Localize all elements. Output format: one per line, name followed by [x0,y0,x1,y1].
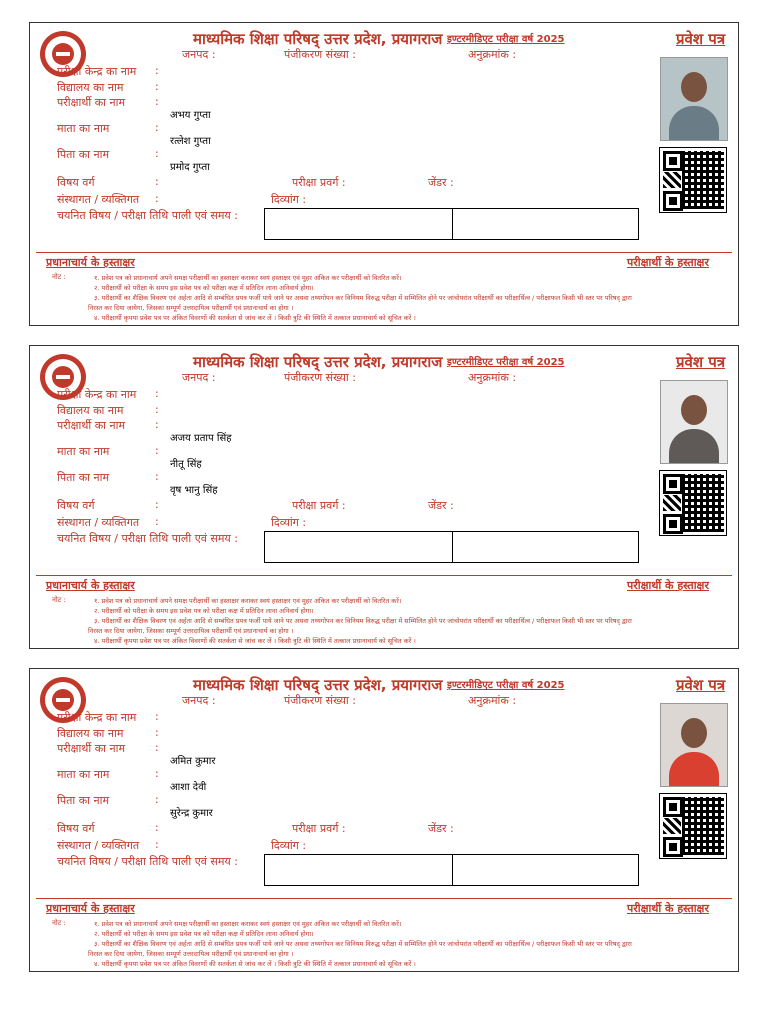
mother-label: माता का नाम [57,445,110,458]
schedule-box-right [452,531,639,563]
student-name: अभय गुप्ता [170,110,211,121]
student-colon: : [155,741,159,754]
school-label: विद्यालय का नाम [57,81,124,94]
category-label: संस्थागत / व्यक्तिगत [57,516,140,529]
schedule-label: चयनित विषय / परीक्षा तिथि पाली एवं समय : [57,855,239,868]
student-label: परीक्षार्थी का नाम [57,96,126,109]
school-label: विद्यालय का नाम [57,404,124,417]
centre-colon: : [155,387,159,400]
board-title: माध्यमिक शिक्षा परिषद् उत्तर प्रदेश, प्रयागराज [193,676,443,694]
candidate-signature-label: परीक्षार्थी के हस्ताक्षर [627,256,709,269]
mother-label: माता का नाम [57,122,110,135]
subject-group-colon: : [155,821,159,834]
mother-label: माता का नाम [57,768,110,781]
father-name: वृष भानु सिंह [170,485,218,496]
notes-label: नोट : [52,273,66,281]
father-name: सुरेन्द्र कुमार [170,808,213,819]
exam-title: इण्टरमीडिएट परीक्षा वर्ष 2025 [447,357,565,368]
board-title: माध्यमिक शिक्षा परिषद् उत्तर प्रदेश, प्रयागराज [193,30,443,48]
note-item: ४. परीक्षार्थी कृपया प्रवेश पत्र पर अंकित विवरणों की सतर्कता से जांच कर लें । किसी त्रुटि की स्थिति में तत्काल प्रधानाचार्य को सूचित करें । [94,637,416,645]
exam-category-label: परीक्षा प्रवर्ग : [292,176,346,189]
disabled-label: दिव्यांग : [271,516,307,529]
gender-label: जेंडर : [428,176,454,189]
signature-divider [36,898,732,899]
candidate-signature-label: परीक्षार्थी के हस्ताक्षर [627,579,709,592]
category-colon: : [155,192,159,205]
disabled-label: दिव्यांग : [271,839,307,852]
schedule-box-right [452,854,639,886]
qr-code-icon [659,793,727,859]
qr-code-icon [659,147,727,213]
centre-colon: : [155,64,159,77]
centre-colon: : [155,710,159,723]
doc-type-title: प्रवेश पत्र [676,353,726,371]
admit-card [29,22,739,326]
student-photo [660,380,728,464]
school-colon: : [155,80,159,93]
note-item: निरस्त कर दिया जायेगा, जिसका सम्पूर्ण उत्तरदायित्व परीक्षार्थी एवं प्रधानाचार्य का होगा । [88,304,294,312]
centre-label: परीक्षा केन्द्र का नाम [57,65,137,78]
note-item: १. प्रवेश पत्र को प्रधानाचार्य अपने समक्ष परीक्षार्थी का हस्ताक्षर कराकर स्वयं हस्ताक्षर एवं मुहर अंकित कर परीक्षार्थी को वितरित करें। [94,920,402,928]
mother-colon: : [155,444,159,457]
note-item: ४. परीक्षार्थी कृपया प्रवेश पत्र पर अंकित विवरणों की सतर्कता से जांच कर लें । किसी त्रुटि की स्थिति में तत्काल प्रधानाचार्य को सूचित करें । [94,314,416,322]
schedule-box-left [264,854,453,886]
centre-label: परीक्षा केन्द्र का नाम [57,711,137,724]
schedule-label: चयनित विषय / परीक्षा तिथि पाली एवं समय : [57,532,239,545]
student-photo [660,703,728,787]
father-label: पिता का नाम [57,794,110,807]
admit-card [29,668,739,972]
mother-name: आशा देवी [170,782,207,793]
mother-colon: : [155,121,159,134]
signature-divider [36,252,732,253]
doc-type-title: प्रवेश पत्र [676,30,726,48]
signature-divider [36,575,732,576]
doc-type-title: प्रवेश पत्र [676,676,726,694]
student-name: अजय प्रताप सिंह [170,433,232,444]
qr-code-icon [659,470,727,536]
student-colon: : [155,418,159,431]
category-label: संस्थागत / व्यक्तिगत [57,193,140,206]
schedule-box-left [264,531,453,563]
category-colon: : [155,838,159,851]
student-colon: : [155,95,159,108]
subject-group-label: विषय वर्ग [57,822,95,835]
subject-group-label: विषय वर्ग [57,499,95,512]
note-item: २. परीक्षार्थी को परीक्षा के समय इस प्रवेश पत्र को परीक्षा कक्ष में प्रतिदिन लाना अनिवार्य होगा। [94,930,314,938]
school-colon: : [155,403,159,416]
schedule-label: चयनित विषय / परीक्षा तिथि पाली एवं समय : [57,209,239,222]
category-colon: : [155,515,159,528]
note-item: ३. परीक्षार्थी का शैक्षिक विवरण एवं अर्हता आदि से सम्बंधित प्रपत्र फर्जी पाये जाने पर अथवा तथ्यगोपन कर विनियम विरुद्ध परीक्षा में सम्मिलित होने पर जांचोपरांत परीक्षार्थी का परीक्षार्थित्व / परीक्षाफल किसी भी स्तर पर परिषद् द्वारा [94,617,632,625]
father-name: प्रमोद गुप्ता [170,162,210,173]
student-label: परीक्षार्थी का नाम [57,419,126,432]
gender-label: जेंडर : [428,822,454,835]
district-label: जनपद : [182,371,216,384]
subject-group-colon: : [155,175,159,188]
district-label: जनपद : [182,48,216,61]
subject-group-label: विषय वर्ग [57,176,95,189]
father-label: पिता का नाम [57,148,110,161]
registration-label: पंजीकरण संख्या : [284,694,356,707]
note-item: १. प्रवेश पत्र को प्रधानाचार्य अपने समक्ष परीक्षार्थी का हस्ताक्षर कराकर स्वयं हस्ताक्षर एवं मुहर अंकित कर परीक्षार्थी को वितरित करें। [94,597,402,605]
schedule-box-left [264,208,453,240]
district-label: जनपद : [182,694,216,707]
category-label: संस्थागत / व्यक्तिगत [57,839,140,852]
note-item: २. परीक्षार्थी को परीक्षा के समय इस प्रवेश पत्र को परीक्षा कक्ष में प्रतिदिन लाना अनिवार्य होगा। [94,284,314,292]
school-label: विद्यालय का नाम [57,727,124,740]
note-item: १. प्रवेश पत्र को प्रधानाचार्य अपने समक्ष परीक्षार्थी का हस्ताक्षर कराकर स्वयं हस्ताक्षर एवं मुहर अंकित कर परीक्षार्थी को वितरित करें। [94,274,402,282]
student-photo [660,57,728,141]
note-item: निरस्त कर दिया जायेगा, जिसका सम्पूर्ण उत्तरदायित्व परीक्षार्थी एवं प्रधानाचार्य का होगा । [88,627,294,635]
disabled-label: दिव्यांग : [271,193,307,206]
father-colon: : [155,147,159,160]
principal-signature-label: प्रधानाचार्य के हस्ताक्षर [46,902,135,915]
exam-category-label: परीक्षा प्रवर्ग : [292,499,346,512]
mother-colon: : [155,767,159,780]
centre-label: परीक्षा केन्द्र का नाम [57,388,137,401]
note-item: ४. परीक्षार्थी कृपया प्रवेश पत्र पर अंकित विवरणों की सतर्कता से जांच कर लें । किसी त्रुटि की स्थिति में तत्काल प्रधानाचार्य को सूचित करें । [94,960,416,968]
school-colon: : [155,726,159,739]
principal-signature-label: प्रधानाचार्य के हस्ताक्षर [46,256,135,269]
father-colon: : [155,470,159,483]
note-item: ३. परीक्षार्थी का शैक्षिक विवरण एवं अर्हता आदि से सम्बंधित प्रपत्र फर्जी पाये जाने पर अथवा तथ्यगोपन कर विनियम विरुद्ध परीक्षा में सम्मिलित होने पर जांचोपरांत परीक्षार्थी का परीक्षार्थित्व / परीक्षाफल किसी भी स्तर पर परिषद् द्वारा [94,940,632,948]
candidate-signature-label: परीक्षार्थी के हस्ताक्षर [627,902,709,915]
registration-label: पंजीकरण संख्या : [284,48,356,61]
student-label: परीक्षार्थी का नाम [57,742,126,755]
gender-label: जेंडर : [428,499,454,512]
schedule-box-right [452,208,639,240]
roll-label: अनुक्रमांक : [468,371,517,384]
roll-label: अनुक्रमांक : [468,48,517,61]
exam-title: इण्टरमीडिएट परीक्षा वर्ष 2025 [447,34,565,45]
subject-group-colon: : [155,498,159,511]
board-title: माध्यमिक शिक्षा परिषद् उत्तर प्रदेश, प्रयागराज [193,353,443,371]
mother-name: नीतू सिंह [170,459,202,470]
note-item: ३. परीक्षार्थी का शैक्षिक विवरण एवं अर्हता आदि से सम्बंधित प्रपत्र फर्जी पाये जाने पर अथवा तथ्यगोपन कर विनियम विरुद्ध परीक्षा में सम्मिलित होने पर जांचोपरांत परीक्षार्थी का परीक्षार्थित्व / परीक्षाफल किसी भी स्तर पर परिषद् द्वारा [94,294,632,302]
father-colon: : [155,793,159,806]
principal-signature-label: प्रधानाचार्य के हस्ताक्षर [46,579,135,592]
admit-card [29,345,739,649]
notes-label: नोट : [52,919,66,927]
note-item: निरस्त कर दिया जायेगा, जिसका सम्पूर्ण उत्तरदायित्व परीक्षार्थी एवं प्रधानाचार्य का होगा । [88,950,294,958]
notes-label: नोट : [52,596,66,604]
exam-category-label: परीक्षा प्रवर्ग : [292,822,346,835]
exam-title: इण्टरमीडिएट परीक्षा वर्ष 2025 [447,680,565,691]
father-label: पिता का नाम [57,471,110,484]
registration-label: पंजीकरण संख्या : [284,371,356,384]
roll-label: अनुक्रमांक : [468,694,517,707]
student-name: अमित कुमार [170,756,216,767]
mother-name: रत्लेश गुप्ता [170,136,211,147]
note-item: २. परीक्षार्थी को परीक्षा के समय इस प्रवेश पत्र को परीक्षा कक्ष में प्रतिदिन लाना अनिवार्य होगा। [94,607,314,615]
